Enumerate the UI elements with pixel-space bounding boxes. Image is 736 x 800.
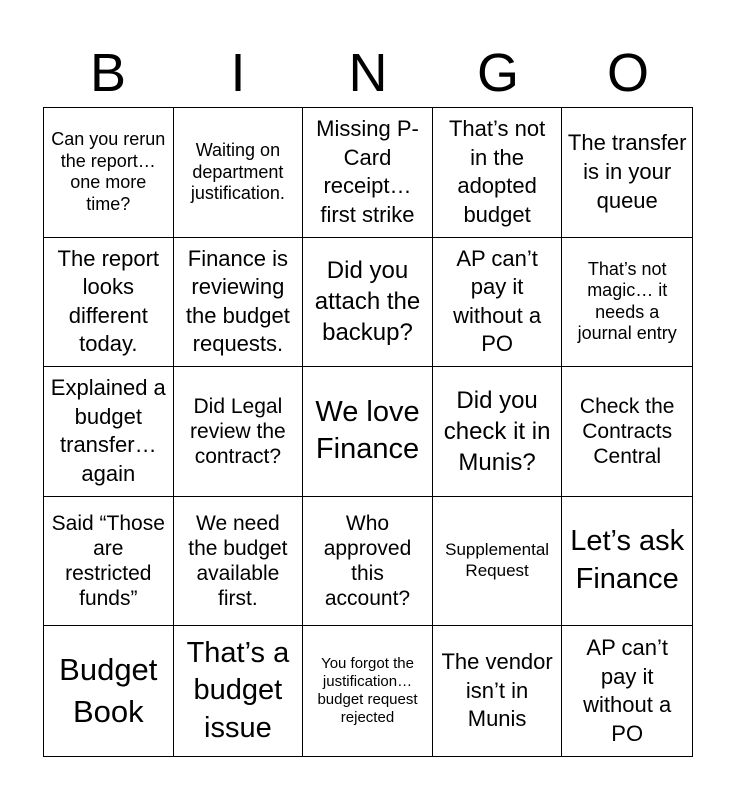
header-letter-i: I [230,43,246,103]
cell-text: AP can’t pay it without a PO [583,635,672,746]
cell-text: The vendor isn’t in Munis [441,649,553,732]
bingo-cell[interactable] [174,367,304,497]
cell-text: That’s a budget issue [186,636,290,745]
bingo-cell[interactable] [174,238,304,368]
bingo-cell[interactable] [44,108,174,238]
bingo-cell[interactable] [174,108,304,238]
header-letter-b: B [89,43,127,103]
header-letter-g: G [476,43,519,103]
cell-text: Can you rerun the report… one more time? [51,129,166,214]
cell-text: Budget Book [59,652,158,730]
cell-text: Check the Contracts Central [579,394,675,469]
bingo-cell[interactable] [562,626,692,756]
cell-text: Finance is reviewing the budget requests. [185,245,290,357]
cell-text: We need the budget available first. [188,511,288,611]
bingo-cell[interactable] [433,238,563,368]
bingo-cell[interactable] [303,367,433,497]
bingo-cell[interactable] [174,497,304,627]
bingo-cell[interactable] [44,367,174,497]
bingo-cell[interactable] [303,238,433,368]
bingo-board [43,107,693,757]
bingo-cell[interactable] [562,238,692,368]
bingo-cell[interactable] [303,626,433,756]
cell-text: We love Finance [315,395,420,466]
cell-text: Waiting on department justification. [190,139,285,204]
cell-text: Missing P-Card receipt… first strike [316,116,419,227]
cell-text: Said “Those are restricted funds” [51,511,165,611]
bingo-cell[interactable] [303,497,433,627]
bingo-header [43,40,693,106]
header-letter-n: N [348,43,388,103]
cell-text: That’s not magic… it needs a journal entry [577,258,677,344]
bingo-cell[interactable] [44,626,174,756]
bingo-cell[interactable] [44,238,174,368]
bingo-cell[interactable] [174,626,304,756]
bingo-cell[interactable] [44,497,174,627]
cell-text: Did you check it in Munis? [443,386,551,477]
cell-text: That’s not in the adopted budget [448,116,546,227]
cell-text: Explained a budget transfer… again [50,375,166,487]
bingo-cell[interactable] [433,497,563,627]
bingo-cell[interactable] [562,367,692,497]
cell-text: Supplemental Request [445,540,550,581]
header-letter-o: O [606,43,649,103]
cell-text: Did Legal review the contract? [190,394,286,469]
bingo-cell[interactable] [433,626,563,756]
cell-text: Who approved this account? [323,511,412,611]
bingo-cell[interactable] [562,108,692,238]
cell-text: The transfer is in your queue [567,130,687,213]
cell-text: AP can’t pay it without a PO [453,245,542,357]
bingo-cell[interactable] [433,108,563,238]
bingo-cell[interactable] [562,497,692,627]
cell-text: You forgot the justification… budget request rejected [317,655,418,727]
cell-text: The report looks different today. [57,245,160,357]
cell-text: Let’s ask Finance [570,525,685,596]
bingo-cell[interactable] [303,108,433,238]
cell-text: Did you attach the backup? [314,257,421,347]
bingo-cell[interactable] [433,367,563,497]
